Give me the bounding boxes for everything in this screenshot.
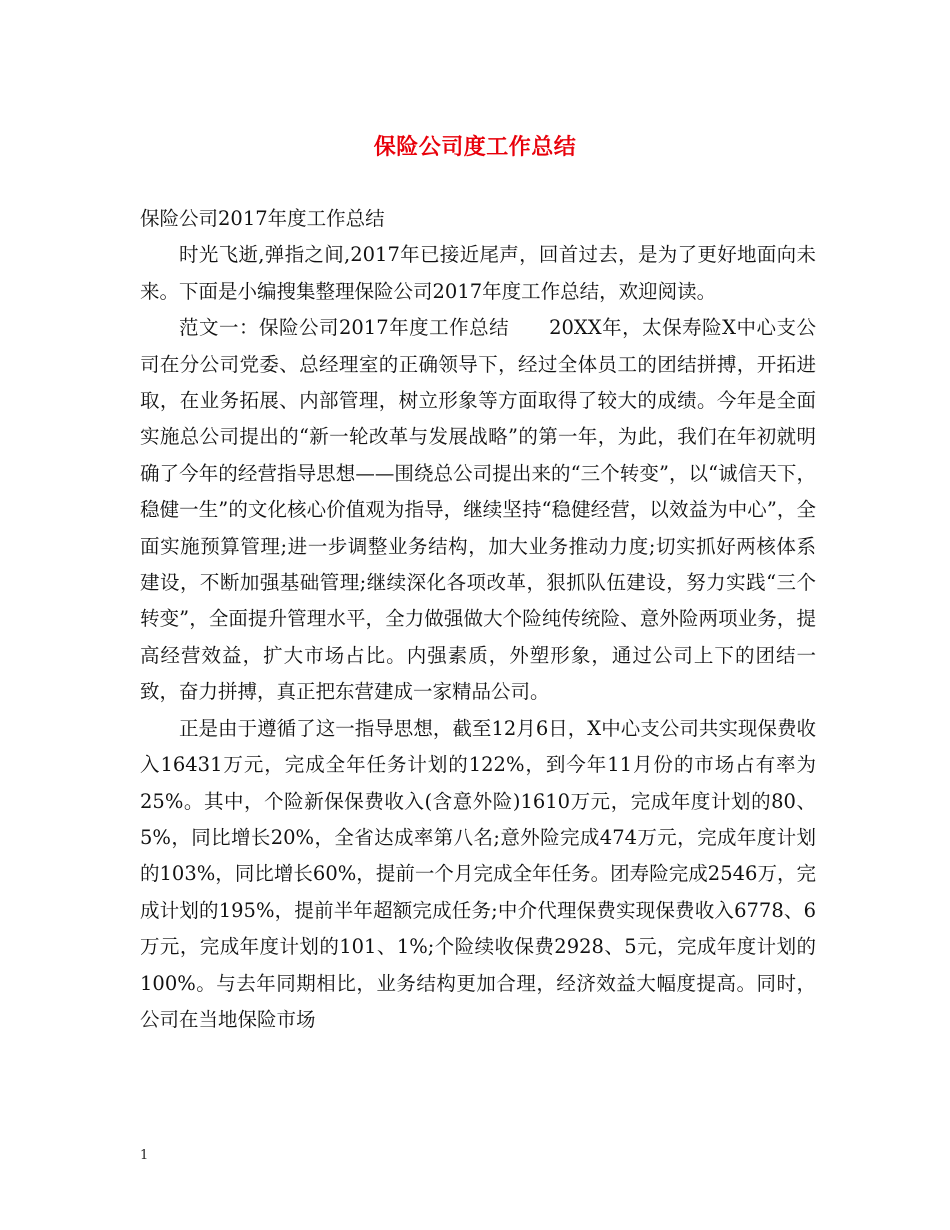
paragraph-intro: 时光飞逝,弹指之间,2017年已接近尾声，回首过去，是为了更好地面向未来。下面是小编搜集整理保险公司2017年度工作总结，欢迎阅读。 (140, 243, 816, 303)
paragraph-sample-one: 范文一：保险公司2017年度工作总结 20XX年，太保寿险X中心支公司在分公司党委、总经理室的正确领导下，经过全体员工的团结拼搏，开拓进取，在业务拓展、内部管理，树立形象等方面取得了较大的成绩。今年是全面实施总公司提出的“新一轮改革与发展战略”的第一年，为此，我们在年初就明确了今年的经营指导思想——围绕总公司提出来的“三个转变”，以“诚信天下，稳健一生”的文化核心价值观为指导，继续坚持“稳健经营，以效益为中心”，全面实施预算管理;进一步调整业务结构，加大业务推动力度;切实抓好两核体系建设，不断加强基础管理;继续深化各项改革，狠抓队伍建设，努力实践“三个转变”，全面提升管理水平，全力做强做大个险纯传统险、意外险两项业务，提高经营效益，扩大市场占比。内强素质，外塑形象，通过公司上下的团结一致，奋力拼搏，真正把东营建成一家精品公司。 (140, 316, 816, 704)
document-title: 保险公司度工作总结 (373, 135, 577, 160)
document-subtitle: 保险公司2017年度工作总结 (140, 207, 385, 230)
document-body (140, 201, 816, 1038)
page-number: 1 (140, 1148, 149, 1163)
paragraph-results: 正是由于遵循了这一指导思想，截至12月6日，X中心支公司共实现保费收入16431万元，完成全年任务计划的122%，到今年11月份的市场占有率为25%。其中，个险新保保费收入(含意外险)1610万元，完成年度计划的80、5%，同比增长20%，全省达成率第八名;意外险完成474万元，完成年度计划的103%，同比增长60%，提前一个月完成全年任务。团寿险完成2546万，完成计划的195%，提前半年超额完成任务;中介代理保费实现保费收入6778、6万元，完成年度计划的101、1%;个险续收保费2928、5元，完成年度计划的100%。与去年同期相比，业务结构更加合理，经济效益大幅度提高。同时，公司在当地保险市场 (140, 716, 816, 1031)
